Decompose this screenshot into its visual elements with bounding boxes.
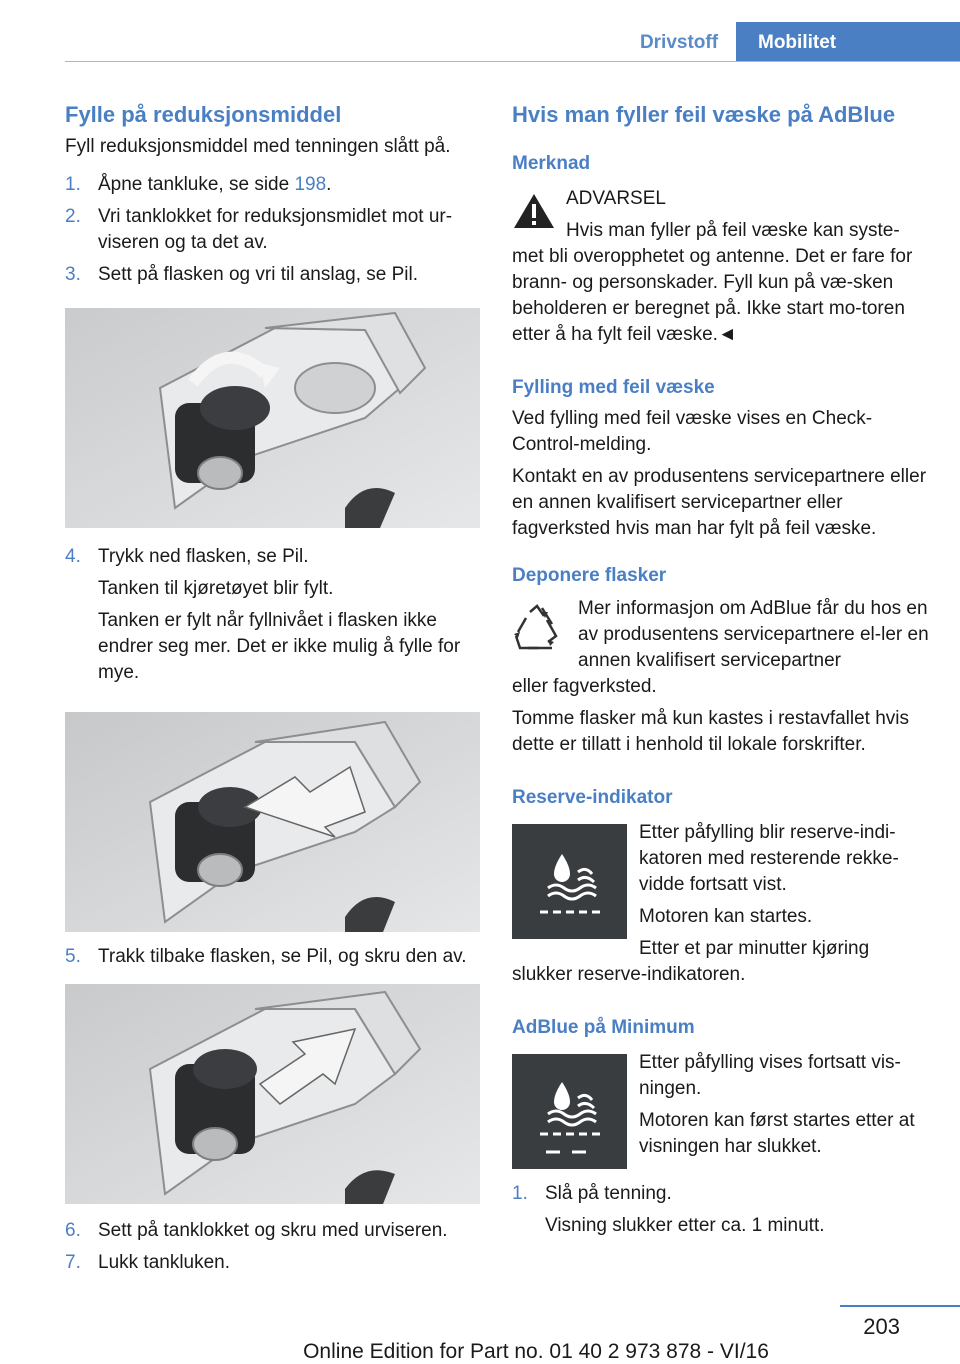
minimum-text-2: Motoren kan først startes etter at visningen har slukket.: [639, 1110, 915, 1157]
photo-press-bottle: [65, 712, 480, 932]
warning-text-line1: Hvis man fyller på feil væske kan syste-: [566, 220, 900, 241]
dispose-text-2: eller fagverksted.: [512, 676, 657, 697]
wrong-fluid-heading: Fylling med feil væske: [512, 377, 715, 398]
step-7: 7. Lukk tankluken.: [65, 1252, 231, 1273]
section-title-wrong-fluid: Hvis man fyller feil væske på AdBlue: [512, 102, 896, 127]
left-column: [65, 100, 483, 1276]
step-5: 5. Trakk tilbake flasken, se Pil, og skru den av.: [65, 946, 467, 967]
page-number: 203: [863, 1314, 900, 1339]
right-column: [512, 100, 932, 1239]
recycle-icon: [512, 604, 562, 657]
adblue-reserve-icon: [512, 824, 627, 939]
dispose-text-3: Tomme flasker må kun kastes i restavfallet hvis dette er tillatt i henhold til lokale forskrifter.: [512, 708, 910, 755]
intro-text: Fyll reduksjonsmiddel med tenningen slått på.: [65, 136, 451, 157]
page-footer: [0, 1300, 960, 1362]
dispose-text-1: Mer informasjon om AdBlue får du hos en av produsentens servicepartnere el-ler en annen kvalifisert servicepartner: [578, 598, 929, 671]
adblue-minimum-icon: [512, 1054, 627, 1169]
step-3: 3. Sett på flasken og vri til anslag, se Pil.: [65, 264, 418, 285]
minimum-text-1: Etter påfylling vises fortsatt vis-ningen.: [639, 1052, 901, 1099]
photo-pull-bottle: [65, 984, 480, 1204]
step-6: 6. Sett på tanklokket og skru med urviseren.: [65, 1220, 448, 1241]
warning-triangle-icon: [512, 192, 556, 235]
note-heading: Merknad: [512, 153, 591, 174]
step-1: 1. Åpne tankluke, se side 198.: [65, 174, 332, 195]
wrong-fluid-text-1: Ved fylling med feil væske vises en Check-Control-melding.: [512, 408, 873, 455]
minimum-step-1: 1. Slå på tenning. Visning slukker etter ca. 1 minutt.: [512, 1183, 825, 1236]
warning-label: ADVARSEL: [566, 188, 666, 209]
page-header: [0, 0, 960, 62]
dispose-heading: Deponere flasker: [512, 565, 667, 586]
photo-twist-bottle: [65, 308, 480, 528]
wrong-fluid-text-2: Kontakt en av produsentens servicepartnere eller en annen kvalifisert servicepartner eller fagverksted hvis man har fylt på feil væske.: [512, 466, 927, 539]
tab-drivstoff[interactable]: Drivstoff: [639, 32, 719, 53]
footer-rule: [840, 1305, 960, 1307]
warning-block: [512, 186, 932, 348]
reserve-text-1: Etter påfylling blir reserve-indi-katoren med resterende rekke-vidde fortsatt vist.: [639, 822, 899, 895]
recycle-block: [512, 596, 932, 700]
minimum-block: [512, 1050, 932, 1169]
reserve-block: [512, 820, 932, 988]
page-link-198[interactable]: 198: [294, 174, 327, 195]
tab-mobilitet[interactable]: Mobilitet: [736, 22, 960, 62]
section-title-refill: Fylle på reduksjonsmiddel: [65, 102, 342, 127]
minimum-heading: AdBlue på Minimum: [512, 1017, 695, 1038]
warning-text-rest: met bli overopphetet og antenne. Det er fare for brann- og personskader. Fyll kun på væ-sken beholderen er beregnet på. Ikke start mo-toren etter å ha fylt feil væske.◄: [512, 246, 913, 345]
reserve-text-3b: slukker reserve-indikatoren.: [512, 964, 746, 985]
header-rule: [65, 61, 960, 62]
reserve-heading: Reserve-indikator: [512, 787, 673, 808]
reserve-text-2: Motoren kan startes.: [639, 906, 813, 927]
edition-text: Online Edition for Part no. 01 40 2 973 878 - VI/16: [303, 1340, 769, 1363]
reserve-text-3a: Etter et par minutter kjøring: [639, 938, 870, 959]
step-4: 4. Trykk ned flasken, se Pil. Tanken til kjøretøyet blir fylt. Tanken er fylt når fyllnivået i flasken ikke endrer seg mer. Det er ikke mulig å fylle for mye.: [65, 546, 461, 683]
step-2: 2. Vri tanklokket for reduksjonsmidlet mot ur-viseren og ta det av.: [65, 206, 453, 253]
